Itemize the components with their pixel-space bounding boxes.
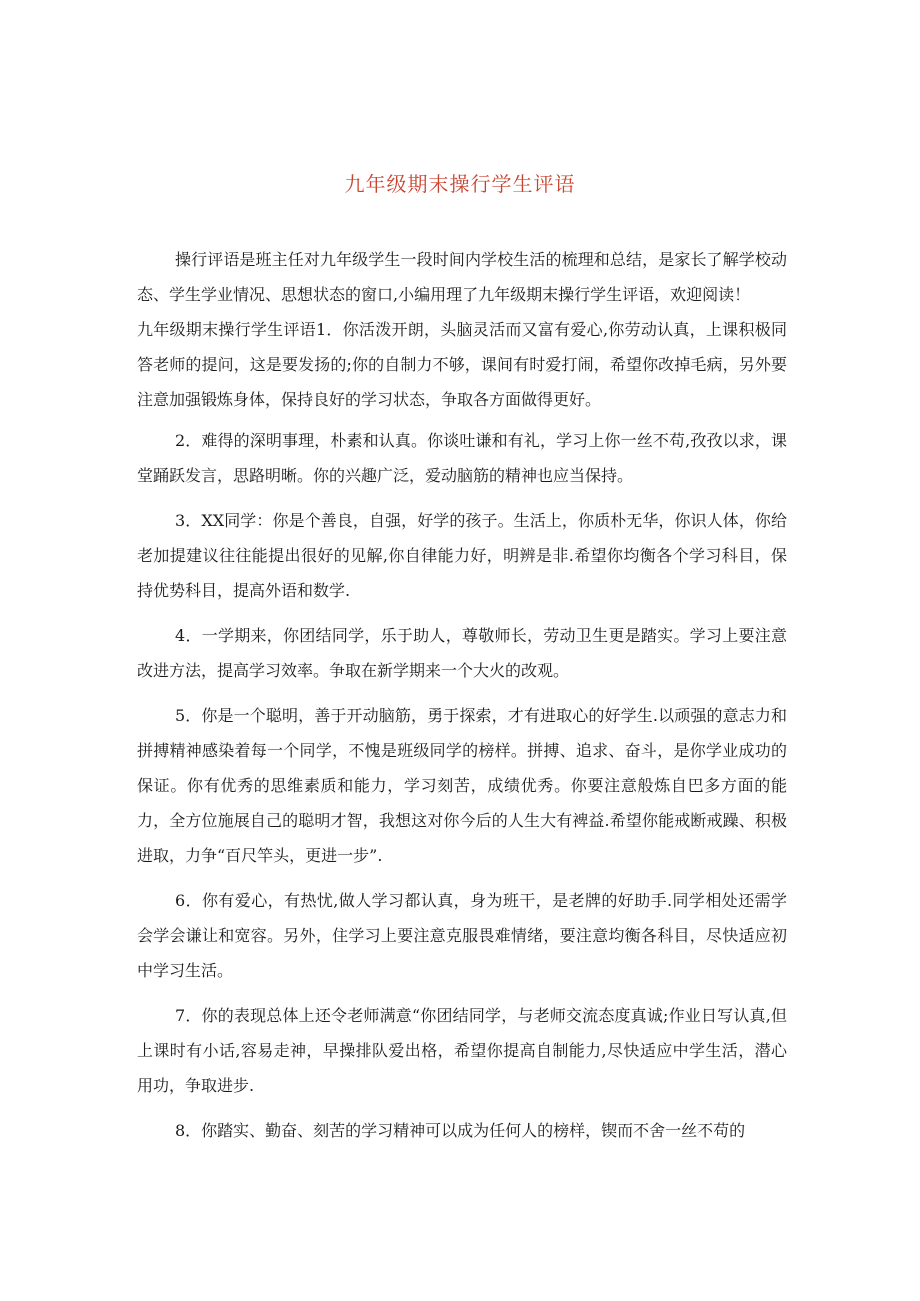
document-body bbox=[137, 242, 787, 1158]
document-title: 九年级期末操行学生评语 bbox=[344, 172, 576, 196]
comment-paragraph-3: 3．XX同学：你是个善良，自强，好学的孩子。生活上，你质朴无华，你识人体，你给老加提建议往往能提出很好的见解,你自律能力好，明辨是非.希望你均衡各个学习科目，保持优势科目，提高外语和数学. bbox=[137, 511, 787, 600]
intro-paragraph: 操行评语是班主任对九年级学生一段时间内学校生活的梳理和总结，是家长了解学校动态、学生学业情况、思想状态的窗口,小编用理了九年级期末操行学生评语，欢迎阅读！ bbox=[137, 250, 787, 304]
comment-paragraph-4: 4．一学期来，你团结同学，乐于助人，尊敬师长，劳动卫生更是踏实。学习上要注意改进方法，提高学习效率。争取在新学期来一个大火的改观。 bbox=[137, 626, 787, 680]
comment-paragraph-6: 6．你有爱心，有热忧,做人学习都认真，身为班干，是老牌的好助手.同学相处还需学会学会谦让和宽容。另外，住学习上要注意克服畏难情绪，要注意均衡各科目，尽快适应初中学习生活。 bbox=[137, 891, 787, 980]
comment-paragraph-2: 2．难得的深明事理，朴素和认真。你谈吐谦和有礼，学习上你一丝不苟,孜孜以求，课堂踊跃发言，思路明晰。你的兴趣广泛，爱动脑筋的精神也应当保持。 bbox=[137, 431, 787, 485]
comment-paragraph-8: 8．你踏实、勤奋、刻苦的学习精神可以成为任何人的榜样，锲而不舍一丝不苟的 bbox=[175, 1121, 746, 1140]
comment-paragraph-7: 7．你的表现总体上还令老师满意“你团结同学，与老师交流态度真诚;作业日写认真,但上课时有小话,容易走神，早操排队爱出格，希望你提高自制能力,尽快适应中学生活，潜心用功，争取进步. bbox=[137, 1006, 787, 1095]
comment-paragraph-1: 九年级期末操行学生评语1．你活泼开朗，头脑灵活而又富有爱心,你劳动认真，上课积极同答老师的提问，这是要发扬的;你的自制力不够，课间有时爱打闹，希望你改掉毛病，另外要注意加强锻炼身体，保持良好的学习状态，争取各方面做得更好。 bbox=[137, 320, 787, 409]
comment-paragraph-5: 5．你是一个聪明，善于开动脑筋，勇于探索，才有进取心的好学生.以顽强的意志力和拼搏精神感染着每一个同学，不愧是班级同学的榜样。拼搏、追求、奋斗，是你学业成功的保证。你有优秀的思维素质和能力，学习刻苦，成绩优秀。你要注意般炼自巴多方面的能力，全方位施展自己的聪明才智，我想这对你今后的人生大有裨益.希望你能戒断戒躁、积极进取，力争“百尺竿头，更进一步”. bbox=[137, 706, 787, 865]
